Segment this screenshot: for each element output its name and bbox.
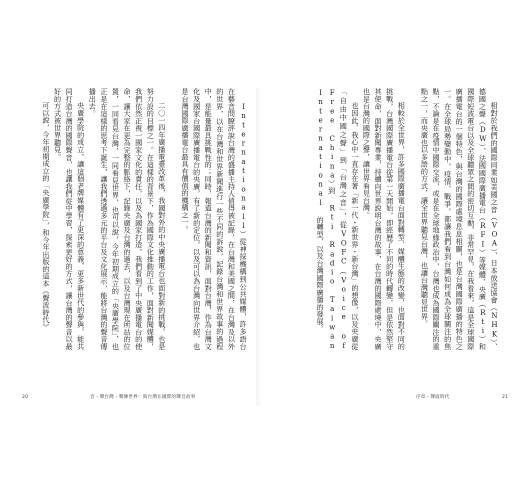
right-running-head: 序章・聲波時代: [416, 395, 450, 400]
right-page: [262, 88, 518, 406]
left-page-number: 20: [22, 395, 29, 400]
left-paragraph-1: Internationall）從神採機構到公共媒體，許多語台在藝音問瞭評說台灣的盛播主持人值得被記錄，在台灣和美國之間，在台灣及以外的世界，以在台灣和世界新聞進行一些不同的訴說，記錄台灣和世界故事的過程中，是能量最具挑戰性的；同時，報道台灣的新聞和資訊，面對台灣，作為台灣文化及國家台國際廣播電台的央廣，有了新的定位，以及可以為台灣向世界介紹，也是台灣國際廣播電台最具有價值的機構之一。: [181, 88, 248, 350]
left-paragraph-3: 央廣學院的成立，讓這個老牌媒體有了更深的意義，更多新世代的參與，能共同打造台灣的國際聲音，也讓我們從中學習，探索更好的方式，讓台灣的聲音以最好的方式被世界聽見。: [53, 88, 86, 350]
left-paragraph-4: 可以說，今年初期成立的「央廣學院」，和今年出版的這本《聲波時代》: [41, 102, 51, 331]
right-paragraph-1: 相對於我們的國際同業如美國之音（VOA）、日本放送協會（NHK）、德國之聲（DW）、法國國際廣播電台（RFI）等媒體，央廣（Rti）和國際短波電台以及全球聽眾之間的密切互動，非常罕見，在我看來，這是全球國際廣播電台的一個特色，與台灣的國際處境息息相關，也是台灣國際廣播的特色之一。在全球局勢變動中，疫情、戰爭，都讓我們看到台灣如何成為全球關注的焦點，不論是在疫情中國際交流，或是在全球地緣政治中，台灣也成為國際關注的重點之一，而央廣也以多語的方式，讓全世界聽見台灣，也讓台灣聽見世界。: [420, 88, 499, 350]
left-paragraph-2: 二〇一四年廣播電臺改革後，我國對外的中央廣播電台也面對新的挑戰，也是努力設的目標之一。在這樣的背景下，作為國際文化推動的工作，面對新聞媒體，我們依然正視一國家文化的責任，以及為國家打造，我們看到了中央廣播電台的使命，讓大家在更為完整的脈絡下，記錄央廣及台灣的過去，以及台灣現在所站的位置，一同看見台灣，一同看見世界，也可以說，今年初期成立的「央廣學院」，也正是在這樣的思考下誕生，讓我們透過多元的平台及文化展示，能將台灣的聲音傳播出去。: [88, 88, 167, 350]
left-running-head: 音・聲台灣・聲傳世界：與台灣在國際的聲音故事: [90, 395, 196, 400]
right-paragraph-2: 相較於全世界，許多國際廣播電台面對轉型、媒體生態的改變，也面對不同的挑戰，台灣國際廣播電台從第一天開始，即經歷了不同的時代轉變，但是依然堅守其使命，面對新聞專業，持續向世界說明台灣的故事，在台灣的國際處境中，央廣也是台灣的國際之聲，讓世界看見台灣。: [362, 88, 407, 350]
right-paragraph-3: 也因此，我心中一直存在著「新一代・新世界・新台灣」的想像，以及央廣從「自由中國之聲」到「台灣之音」，從VOFC（Voice of Free China）到 Rti Radio Taiwan International 的轉型，以及台灣國際廣播的發展。: [316, 88, 360, 350]
left-page: [0, 88, 256, 406]
right-page-number: 21: [502, 395, 509, 400]
left-page-body: [41, 88, 249, 350]
right-page-body: [306, 88, 500, 350]
